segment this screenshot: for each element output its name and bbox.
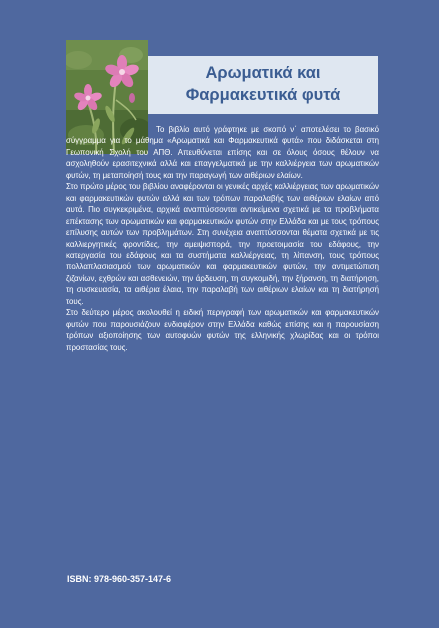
description-paragraph-3: Στο δεύτερο μέρος ακολουθεί η ειδική περιγραφή των αρωματικών και φαρμακευτικών φυτών που παρουσιάζουν ενδιαφέρον στην Ελλάδα καθώς επίσης και η παρουσίαση τρόπων αξιοποίησης των αυτοφυών φυτών της ελληνικής χλωρίδας και οι τρόποι προστασίας τους.	[66, 308, 379, 352]
book-title-line-2: Φαρμακευτικά φυτά	[185, 86, 341, 104]
book-title-line-1: Αρωματικά και	[205, 64, 321, 82]
book-title	[150, 62, 376, 106]
description-paragraph-2: Στο πρώτο μέρος του βιβλίου αναφέρονται οι γενικές αρχές καλλιέργειας των αρωματικών και φαρμακευτικών φυτών αλλά και των τρόπων παραλαβής των αιθέριων ελαίων από αυτά. Πιο συγκεκριμένα, αρχικά αναπτύσσονται αντικείμενα σχετικά με τα προβλήματα επέκτασης των αρωματικών και φαρμακευτικών φυτών στην Ελλάδα και με τους τρόπους επίλυσης αυτών των προβλημάτων. Στη συνέχεια αναπτύσσονται θέματα σχετικά με τις καλλιεργητικές φροντίδες, την αμειψισπορά, την προετοιμασία του εδάφους, την κατεργασία του εδάφους και τα συστήματα καλλιέργειας, τη λίπανση, τους τρόπους πολλαπλασιασμού των αρωματικών και φαρμακευτικών φυτών, την αντιμετώπιση ζιζανίων, εχθρών και ασθενειών, την άρδευση, τη συγκομιδή, την ξήρανση, τη διατήρηση, τη συσκευασία, τα αιθέρια έλαια, την παραλαβή των αιθέριων ελαίων και τη διατήρησή τους.	[66, 182, 379, 306]
isbn-label: ISBN: 978-960-357-147-6	[67, 574, 172, 584]
description-paragraph-1: Το βιβλίο αυτό γράφτηκε με σκοπό ν΄ αποτελέσει το βασικό σύγγραμμα για το μάθημα «Αρωματικά και Φαρμακευτικά φυτά» που διδάσκεται στη Γεωπονική Σχολή του ΑΠΘ. Απευθύνεται επίσης και σε όλους όσους θέλουν να ασχοληθούν ερασιτεχνικά αλλά και επαγγελματικά με την καλλιέργεια των αρωματικών φυτών, τη μεταποίησή τους και την παραγωγή των αιθέριων ελαίων.	[66, 125, 379, 180]
cover-description	[66, 124, 379, 353]
